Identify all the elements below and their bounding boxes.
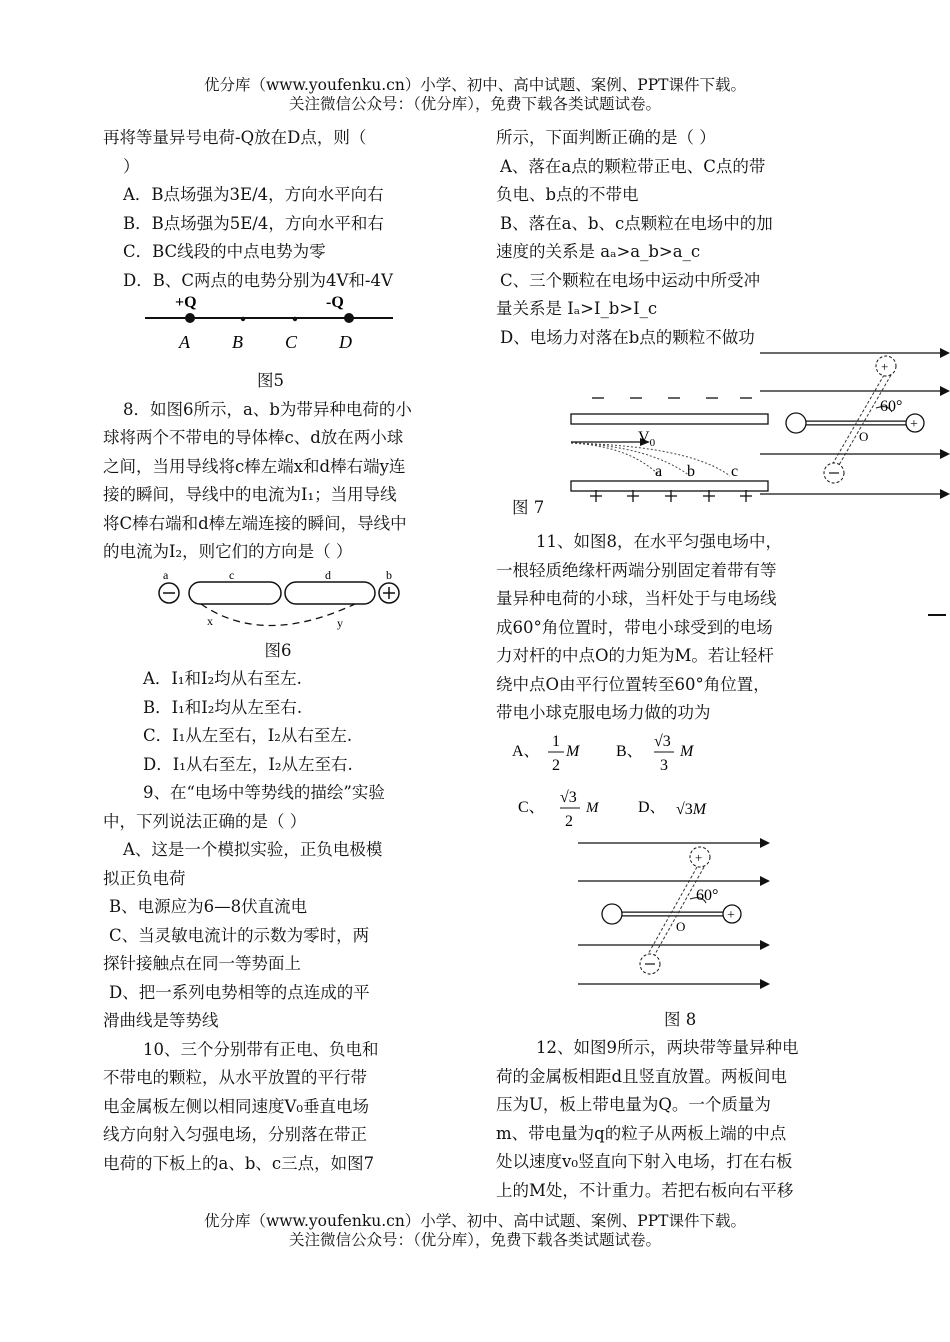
q11-line-5: 力对杆的中点O的力矩为M。若让轻杆: [496, 646, 774, 665]
q10-line-5: 电荷的下板上的a、b、c三点，如图7: [103, 1153, 375, 1173]
fig6-rod-c: [189, 582, 281, 604]
fig7-path-a: [571, 443, 660, 476]
q9-line-1: 9、在“电场中等势线的描绘”实验: [143, 783, 385, 802]
fig7-label-c: c: [731, 463, 739, 480]
q8-line-4: 接的瞬间，导线中的电流为I₁；当用导线: [103, 485, 397, 504]
fig5-caption: 图5: [257, 371, 284, 390]
q11-line-4: 成60°角位置时，带电小球受到的电场: [496, 617, 773, 637]
svg-text:+: +: [881, 359, 889, 374]
q7-continuation: 再将等量异号电荷-Q放在D点，则（: [103, 128, 367, 147]
figure-8: [578, 832, 778, 992]
fig5-point-d: [344, 313, 354, 323]
q11-opt-a-expr: [548, 733, 581, 774]
q12-line-4: m、带电量为q的粒子从两板上端的中点: [496, 1123, 787, 1143]
svg-text:+: +: [910, 417, 918, 432]
q8-line-1: 8．如图6所示，a、b为带异种电荷的小: [123, 399, 412, 419]
fig6-label-a: a: [163, 567, 169, 582]
fig-tr-angle: 60°: [880, 398, 903, 415]
svg-text:√3: √3: [560, 789, 577, 806]
svg-text:+: +: [695, 850, 703, 865]
svg-text:2: 2: [565, 813, 573, 830]
fig8-caption: 图 8: [664, 1010, 697, 1029]
q9-option-d-cont: 滑曲线是等势线: [103, 1011, 219, 1030]
q7-option-b: B．B点场强为5E/4，方向水平和右: [123, 213, 384, 233]
q10-option-d: D、电场力对落在b点的颗粒不做功: [500, 327, 755, 347]
fig8-center: O: [676, 919, 686, 934]
fig6-label-b: b: [386, 567, 392, 582]
q10-line-3: 电金属板左侧以相同速度V₀垂直电场: [103, 1096, 370, 1116]
fig7-top-plate: [571, 414, 768, 424]
q10-option-a: A、落在a点的颗粒带正电、C点的带: [500, 156, 766, 176]
q8-line-6: 的电流为I₂，则它们的方向是（ ）: [103, 542, 353, 561]
q8-line-3: 之间，当用导线将c棒左端x和d棒右端y连: [103, 456, 406, 476]
q10-option-a-cont: 负电、b点的不带电: [496, 185, 639, 204]
q9-option-a-cont: 拟正负电荷: [103, 868, 186, 888]
fig7-label-b: b: [687, 463, 695, 480]
figure-top-right: [760, 340, 950, 500]
svg-text:M: M: [680, 743, 694, 760]
q7-option-c: C．BC线段的中点电势为零: [123, 242, 326, 261]
svg-text:2: 2: [552, 757, 560, 774]
fig6-caption: 图6: [264, 640, 292, 660]
svg-text:1: 1: [552, 733, 560, 750]
header-line-2: 关注微信公众号：（优分库），免费下载各类试题试卷。: [288, 95, 661, 113]
fig5-neg-charge: -Q: [326, 295, 344, 311]
edge-dash: [928, 614, 946, 616]
page-footer: [0, 1212, 950, 1250]
left-column: [103, 124, 463, 1178]
q8-option-d: D．I₁从右至左，I₂从左至右.: [143, 754, 353, 774]
q11-line-6: 绕中点O由平行位置转至60°角位置，: [496, 674, 770, 694]
q10-line-2: 不带电的颗粒，从水平放置的平行带: [103, 1068, 367, 1087]
q11-opt-d-label: D、: [638, 799, 666, 816]
q8-option-a: A．I₁和I₂均从右至左.: [143, 669, 302, 688]
fig7-path-b: [571, 443, 690, 476]
q12-line-2: 荷的金属板相距d且竖直放置。两板间电: [496, 1066, 788, 1086]
fig6-label-y: y: [337, 615, 343, 630]
q11-opt-c-expr: [560, 789, 600, 830]
q10-line-4: 线方向射入匀强电场，分别落在带正: [103, 1125, 367, 1144]
q11-options: [508, 722, 768, 834]
fig7-bottom-plate: [571, 481, 768, 491]
q11-line-3: 量异种电荷的小球，当杆处于与电场线: [496, 589, 777, 608]
q8-option-c: C．I₁从左至右，I₂从右至左.: [143, 726, 353, 745]
fig5-label-c: C: [285, 332, 298, 352]
fig5-pos-charge: +Q: [175, 295, 197, 311]
fig5-label-b: B: [232, 332, 243, 352]
fig7-label-a: a: [655, 463, 663, 480]
fig7-caption: 图 7: [512, 498, 545, 517]
fig5-point-b: [241, 317, 245, 321]
figure-5: [103, 295, 463, 355]
q9-line-2: 中，下列说法正确的是（ ）: [103, 811, 307, 831]
q9-option-a: A、这是一个模拟实验，正负电极模: [123, 840, 383, 859]
fig7-v0-label: $V_0$: [638, 429, 656, 449]
fig5-label-a: A: [179, 332, 190, 352]
q11-opt-c-label: C、: [518, 799, 545, 816]
fig6-label-c: c: [229, 567, 235, 582]
q10-option-b: B、落在a、b、c点颗粒在电场中的加: [500, 213, 773, 233]
q11-line-2: 一根轻质绝缘杆两端分别固定着带有等: [496, 560, 777, 580]
q11-line-7: 带电小球克服电场力做的功为: [496, 703, 711, 722]
fig-tr-center: O: [859, 429, 869, 444]
fig5-label-d: D: [339, 332, 352, 352]
q9-option-d: D、把一系列电势相等的点连成的平: [109, 982, 370, 1002]
fig6-label-x: x: [207, 613, 213, 628]
fig5-point-c: [293, 317, 297, 321]
q7-continuation-paren: ）: [123, 156, 140, 176]
q12-block: [496, 1034, 856, 1205]
q8-option-b: B．I₁和I₂均从左至右.: [143, 697, 303, 717]
q9-option-b: B、电源应为6—8伏直流电: [109, 897, 308, 916]
fig8-neg-ball: [602, 904, 622, 924]
fig6-label-d: d: [325, 567, 331, 582]
q11-opt-a-label: A、: [512, 743, 540, 760]
svg-text:M: M: [586, 800, 599, 816]
fig5-point-a: [185, 313, 195, 323]
fig6-wire: [201, 604, 355, 626]
q11-opt-d-expr: [676, 801, 708, 818]
q8-line-5: 将C棒右端和d棒左端连接的瞬间，导线中: [103, 513, 407, 533]
q10-right-line-1: 所示，下面判断正确的是（ ）: [496, 128, 716, 147]
q10-option-c: C、三个颗粒在电场中运动中所受冲: [500, 270, 761, 290]
right-column: [496, 124, 856, 352]
q10-option-b-cont: 速度的关系是 aₐ>a_b>a_c: [496, 242, 701, 261]
q12-line-3: 压为U，板上带电量为Q。一个质量为: [496, 1095, 771, 1114]
page-header: [0, 76, 950, 114]
q11-opt-b-expr: [654, 733, 695, 774]
q10-option-c-cont: 量关系是 Iₐ>I_b>I_c: [496, 299, 658, 318]
figure-6: [103, 567, 463, 637]
q12-line-5: 处以速度v₀竖直向下射入电场，打在右板: [496, 1152, 793, 1171]
svg-text:M: M: [566, 743, 580, 760]
svg-text:3: 3: [660, 757, 668, 774]
q9-option-c-cont: 探针接触点在同一等势面上: [103, 954, 301, 973]
q11-block: [496, 528, 856, 728]
q7-option-d: D．B、C两点的电势分别为4V和-4V: [123, 270, 393, 290]
header-line-1: 优分库（www.youfenku.cn）小学、初中、高中试题、案例、PPT课件下载。: [203, 76, 747, 94]
svg-text:+: +: [727, 908, 735, 923]
q10-line-1: 10、三个分别带有正电、负电和: [143, 1039, 379, 1059]
q9-option-c: C、当灵敏电流计的示数为零时，两: [109, 925, 370, 945]
q8-line-2: 球将两个不带电的导体棒c、d放在两小球: [103, 428, 404, 447]
q11-opt-b-label: B、: [616, 743, 643, 760]
fig8-angle: 60°: [696, 887, 719, 904]
svg-text:√3M: √3M: [676, 801, 707, 818]
fig6-rod-d: [285, 582, 375, 604]
q11-line-1: 11、如图8，在水平匀强电场中，: [536, 532, 782, 551]
svg-text:√3: √3: [654, 733, 671, 750]
q12-line-1: 12、如图9所示，两块带等量异种电: [536, 1038, 799, 1057]
q7-option-a: A．B点场强为3E/4，方向水平向右: [123, 185, 384, 204]
footer-line-2: 关注微信公众号：（优分库），免费下载各类试题试卷。: [288, 1231, 661, 1249]
q12-line-6: 上的M处，不计重力。若把右板向右平移: [496, 1180, 794, 1200]
footer-line-1: 优分库（www.youfenku.cn）小学、初中、高中试题、案例、PPT课件下载。: [203, 1212, 747, 1230]
